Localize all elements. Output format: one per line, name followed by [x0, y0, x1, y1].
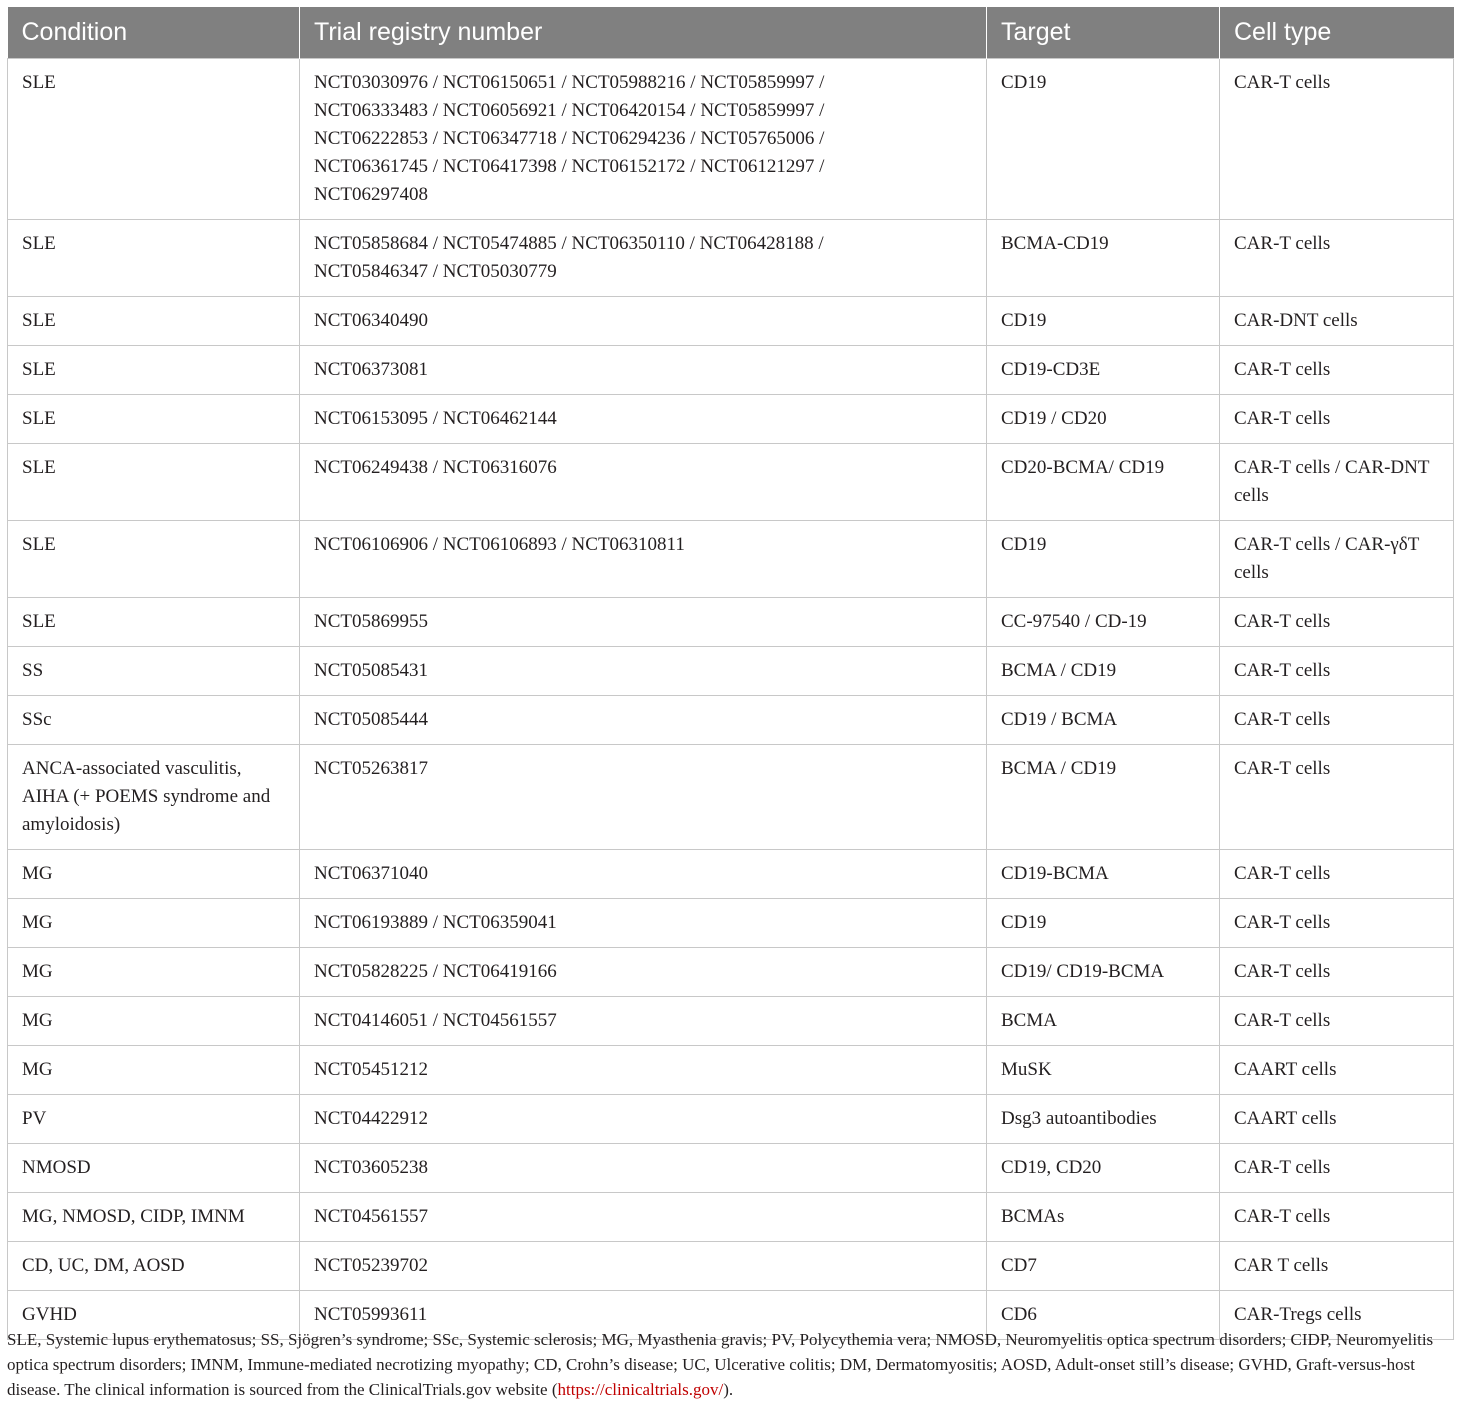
cell-target: CD19	[987, 899, 1220, 948]
cell-trials: NCT05085444	[300, 696, 987, 745]
cell-cell-type: CAR T cells	[1220, 1242, 1454, 1291]
cell-condition: MG, NMOSD, CIDP, IMNM	[8, 1193, 300, 1242]
footnote-suffix: ).	[723, 1380, 734, 1399]
cell-condition: SLE	[8, 598, 300, 647]
cell-condition: MG	[8, 997, 300, 1046]
cell-target: CD19	[987, 59, 1220, 220]
cell-condition: NMOSD	[8, 1144, 300, 1193]
cell-cell-type: CAR-T cells	[1220, 395, 1454, 444]
cell-condition: SLE	[8, 444, 300, 521]
cell-condition: SLE	[8, 220, 300, 297]
cell-condition: PV	[8, 1095, 300, 1144]
cell-target: MuSK	[987, 1046, 1220, 1095]
cell-trials: NCT05828225 / NCT06419166	[300, 948, 987, 997]
cell-condition: MG	[8, 850, 300, 899]
cell-target: CD19 / CD20	[987, 395, 1220, 444]
cell-target: CD19-CD3E	[987, 346, 1220, 395]
cell-cell-type: CAR-T cells	[1220, 948, 1454, 997]
cell-trials: NCT06373081	[300, 346, 987, 395]
cell-condition: CD, UC, DM, AOSD	[8, 1242, 300, 1291]
cell-target: BCMA / CD19	[987, 745, 1220, 850]
header-cell-type: Cell type	[1220, 7, 1454, 59]
cell-condition: SSc	[8, 696, 300, 745]
cell-target: CD19 / BCMA	[987, 696, 1220, 745]
cell-cell-type: CAR-T cells	[1220, 220, 1454, 297]
table-row	[8, 598, 1454, 647]
cell-trials: NCT04146051 / NCT04561557	[300, 997, 987, 1046]
cell-trials: NCT05263817	[300, 745, 987, 850]
cell-target: CD19-BCMA	[987, 850, 1220, 899]
trials-table-container	[7, 7, 1453, 1340]
clinicaltrials-link[interactable]: https://clinicaltrials.gov/	[557, 1380, 724, 1399]
cell-condition: SLE	[8, 521, 300, 598]
cell-trials: NCT06371040	[300, 850, 987, 899]
cell-trials: NCT06249438 / NCT06316076	[300, 444, 987, 521]
cell-target: CD19	[987, 521, 1220, 598]
cell-condition: SLE	[8, 346, 300, 395]
table-row	[8, 696, 1454, 745]
table-row	[8, 395, 1454, 444]
cell-trials: NCT05451212	[300, 1046, 987, 1095]
cell-target: BCMA-CD19	[987, 220, 1220, 297]
cell-trials: NCT05869955	[300, 598, 987, 647]
cell-trials: NCT06193889 / NCT06359041	[300, 899, 987, 948]
cell-condition: MG	[8, 1046, 300, 1095]
cell-target: BCMA / CD19	[987, 647, 1220, 696]
cell-trials: NCT03030976 / NCT06150651 / NCT05988216 / NCT05859997 / NCT06333483 / NCT06056921 / NCT06420154 / NCT05859997 / NCT06222853 / NCT06347718 / NCT06294236 / NCT05765006 / NCT06361745 / NCT06417398 / NCT06152172 / NCT06121297 / NCT06297408	[300, 59, 987, 220]
cell-target: CD19/ CD19-BCMA	[987, 948, 1220, 997]
table-row	[8, 1095, 1454, 1144]
cell-trials: NCT06153095 / NCT06462144	[300, 395, 987, 444]
cell-cell-type: CAR-T cells / CAR-DNT cells	[1220, 444, 1454, 521]
cell-condition: SLE	[8, 395, 300, 444]
footnote-text: SLE, Systemic lupus erythematosus; SS, Sjögren’s syndrome; SSc, Systemic sclerosis; MG, Myasthenia gravis; PV, Polycythemia vera; NMOSD, Neuromyelitis optica spectrum disorders; CIDP, Neuromyelitis optica spectrum disorders; IMNM, Immune-mediated necrotizing myopathy; CD, Crohn’s disease; UC, Ulcerative colitis; DM, Dermatomyositis; AOSD, Adult-onset still’s disease; GVHD, Graft-versus-host disease. The clinical information is sourced from the ClinicalTrials.gov website (	[7, 1330, 1434, 1399]
table-row	[8, 899, 1454, 948]
cell-trials: NCT04422912	[300, 1095, 987, 1144]
table-row	[8, 850, 1454, 899]
car-t-trials-table	[7, 7, 1454, 1340]
cell-trials: NCT04561557	[300, 1193, 987, 1242]
cell-cell-type: CAR-Tregs cells	[1220, 1291, 1454, 1340]
cell-cell-type: CAR-DNT cells	[1220, 297, 1454, 346]
header-condition: Condition	[8, 7, 300, 59]
cell-condition: GVHD	[8, 1291, 300, 1340]
cell-cell-type: CAR-T cells	[1220, 59, 1454, 220]
table-row	[8, 444, 1454, 521]
cell-target: BCMA	[987, 997, 1220, 1046]
cell-condition: MG	[8, 899, 300, 948]
table-row	[8, 59, 1454, 220]
table-row	[8, 220, 1454, 297]
table-row	[8, 997, 1454, 1046]
cell-trials: NCT05993611	[300, 1291, 987, 1340]
table-row	[8, 647, 1454, 696]
cell-cell-type: CAR-T cells	[1220, 997, 1454, 1046]
cell-condition: MG	[8, 948, 300, 997]
cell-target: CD20-BCMA/ CD19	[987, 444, 1220, 521]
cell-cell-type: CAR-T cells	[1220, 598, 1454, 647]
cell-cell-type: CAR-T cells	[1220, 1193, 1454, 1242]
cell-target: BCMAs	[987, 1193, 1220, 1242]
table-footnote	[7, 1327, 1453, 1402]
cell-trials: NCT05239702	[300, 1242, 987, 1291]
cell-trials: NCT03605238	[300, 1144, 987, 1193]
cell-cell-type: CAART cells	[1220, 1095, 1454, 1144]
table-row	[8, 1193, 1454, 1242]
table-row	[8, 745, 1454, 850]
cell-cell-type: CAR-T cells	[1220, 696, 1454, 745]
cell-cell-type: CAR-T cells	[1220, 346, 1454, 395]
cell-cell-type: CAR-T cells	[1220, 745, 1454, 850]
table-header-row	[8, 7, 1454, 59]
cell-target: Dsg3 autoantibodies	[987, 1095, 1220, 1144]
cell-target: CC-97540 / CD-19	[987, 598, 1220, 647]
cell-target: CD7	[987, 1242, 1220, 1291]
cell-target: CD6	[987, 1291, 1220, 1340]
table-row	[8, 297, 1454, 346]
cell-cell-type: CAR-T cells / CAR-γδT cells	[1220, 521, 1454, 598]
cell-cell-type: CAR-T cells	[1220, 1144, 1454, 1193]
cell-cell-type: CAR-T cells	[1220, 647, 1454, 696]
cell-trials: NCT05085431	[300, 647, 987, 696]
table-row	[8, 1242, 1454, 1291]
table-row	[8, 948, 1454, 997]
header-target: Target	[987, 7, 1220, 59]
cell-trials: NCT06340490	[300, 297, 987, 346]
cell-condition: SLE	[8, 297, 300, 346]
table-row	[8, 1046, 1454, 1095]
cell-cell-type: CAART cells	[1220, 1046, 1454, 1095]
cell-trials: NCT05858684 / NCT05474885 / NCT06350110 / NCT06428188 / NCT05846347 / NCT05030779	[300, 220, 987, 297]
cell-cell-type: CAR-T cells	[1220, 850, 1454, 899]
table-row	[8, 346, 1454, 395]
cell-cell-type: CAR-T cells	[1220, 899, 1454, 948]
header-trial-registry-number: Trial registry number	[300, 7, 987, 59]
cell-trials: NCT06106906 / NCT06106893 / NCT06310811	[300, 521, 987, 598]
cell-target: CD19, CD20	[987, 1144, 1220, 1193]
table-body	[8, 59, 1454, 1340]
cell-condition: ANCA-associated vasculitis, AIHA (+ POEMS syndrome and amyloidosis)	[8, 745, 300, 850]
cell-condition: SS	[8, 647, 300, 696]
table-row	[8, 1144, 1454, 1193]
cell-target: CD19	[987, 297, 1220, 346]
cell-condition: SLE	[8, 59, 300, 220]
table-row	[8, 521, 1454, 598]
